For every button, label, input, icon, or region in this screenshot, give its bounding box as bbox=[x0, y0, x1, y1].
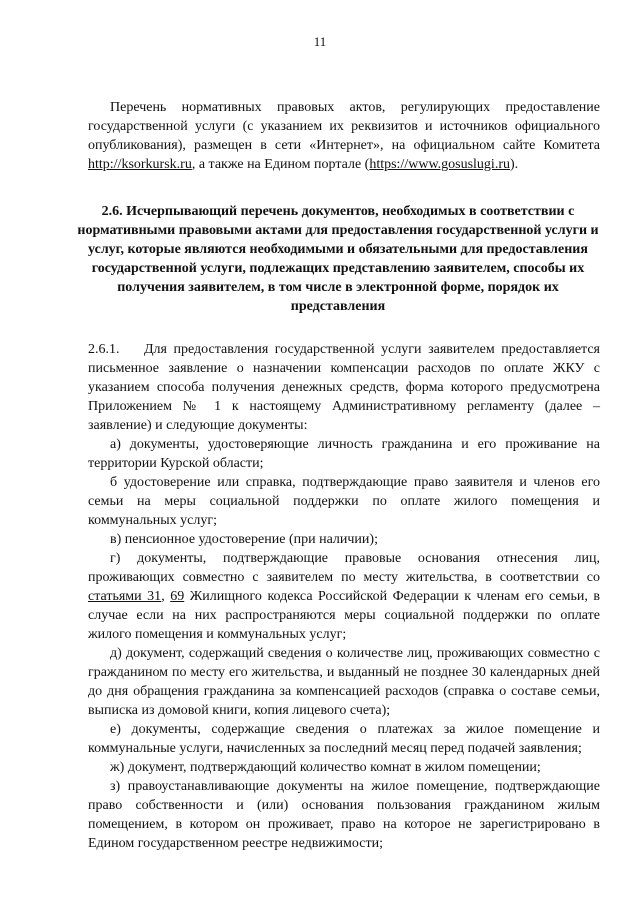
intro-text-2: , а также на Едином портале ( bbox=[191, 157, 370, 172]
list-item-b-text: б удостоверение или справка, подтверждающие право заявителя и членов его семьи на меры социальной поддержки по оплате жилого помещения и коммунальных услуг; bbox=[88, 475, 600, 528]
list-item-v bbox=[88, 530, 600, 549]
list-item-g-separator: , bbox=[161, 589, 171, 604]
paragraph-number: 2.6.1. bbox=[88, 342, 120, 357]
section-heading: 2.6. Исчерпывающий перечень документов, необходимых в соответствии с нормативными правовыми актами для предоставления государственной услуги и услуг, которые являются необходимыми и обязательными для предоставления государственной услуги, подлежащих представлению заявителем, способы их получения заявителем, в том числе в электронной форме, порядок их представления bbox=[77, 204, 599, 314]
paragraph-2-6-1 bbox=[88, 340, 600, 435]
list-item-e bbox=[88, 720, 600, 758]
list-item-d-text: д) документ, содержащий сведения о количестве лиц, проживающих совместно с гражданином по месту его жительства, и выданный не позднее 30 календарных дней до дня обращения гражданина за компенсацией расходов (справка о составе семьи, выписка из домовой книги, копия лицевого счета); bbox=[88, 646, 600, 718]
list-item-b bbox=[88, 473, 600, 530]
intro-text-1: Перечень нормативных правовых актов, регулирующих предоставление государственной услуги (с указанием их реквизитов и источников официального опубликования), размещен в сети «Интернет», на официальном сайте Комитета bbox=[88, 100, 600, 153]
list-item-zh-text: ж) документ, подтверждающий количество комнат в жилом помещении; bbox=[110, 760, 541, 775]
list-item-d bbox=[88, 644, 600, 720]
list-item-g bbox=[88, 549, 600, 644]
list-item-a bbox=[88, 435, 600, 473]
list-item-zh bbox=[88, 758, 600, 777]
intro-text-3: ). bbox=[509, 157, 519, 172]
list-item-z-text: з) правоустанавливающие документы на жилое помещение, подтверждающие право собственности и (или) основания пользования гражданином жилым помещением, в котором он проживает, право на которое не зарегистрировано в Едином государственном реестре недвижимости; bbox=[88, 779, 600, 851]
page-number: 11 bbox=[313, 34, 327, 49]
list-item-a-text: а) документы, удостоверяющие личность гражданина и его проживание на территории Курской области; bbox=[88, 437, 600, 471]
article-31-link[interactable]: статьями 31 bbox=[88, 589, 162, 604]
list-item-g-text-2: Жилищного кодекса Российской Федерации к членам его семьи, в случае если на них распространяются меры социальной поддержки по оплате жилого помещения и коммунальных услуг; bbox=[88, 589, 601, 642]
list-item-e-text: е) документы, содержащие сведения о платежах за жилое помещение и коммунальные услуги, начисленных за последний месяц перед подачей заявления; bbox=[88, 722, 600, 756]
list-item-v-text: в) пенсионное удостоверение (при наличии); bbox=[110, 532, 378, 547]
section-body bbox=[88, 340, 600, 853]
article-69-link[interactable]: 69 bbox=[170, 589, 185, 604]
paragraph-text: Для предоставления государственной услуги заявителем предоставляется письменное заявление о назначении компенсации расходов по оплате ЖКУ с указанием способа получения денежных средств, форма которого предусмотрена Приложением № 1 к настоящему Административному регламенту (далее – заявление) и следующие документы: bbox=[88, 342, 600, 433]
intro-paragraph bbox=[88, 98, 600, 174]
gosuslugi-link[interactable]: https://www.gosuslugi.ru bbox=[369, 157, 510, 172]
list-item-g-text-1: г) документы, подтверждающие правовые основания отнесения лиц, проживающих совместно с заявителем по месту жительства, в соответствии со bbox=[88, 551, 600, 585]
intro-block bbox=[88, 98, 600, 174]
committee-site-link[interactable]: http://ksorkursk.ru bbox=[88, 157, 192, 172]
list-item-z bbox=[88, 777, 600, 853]
